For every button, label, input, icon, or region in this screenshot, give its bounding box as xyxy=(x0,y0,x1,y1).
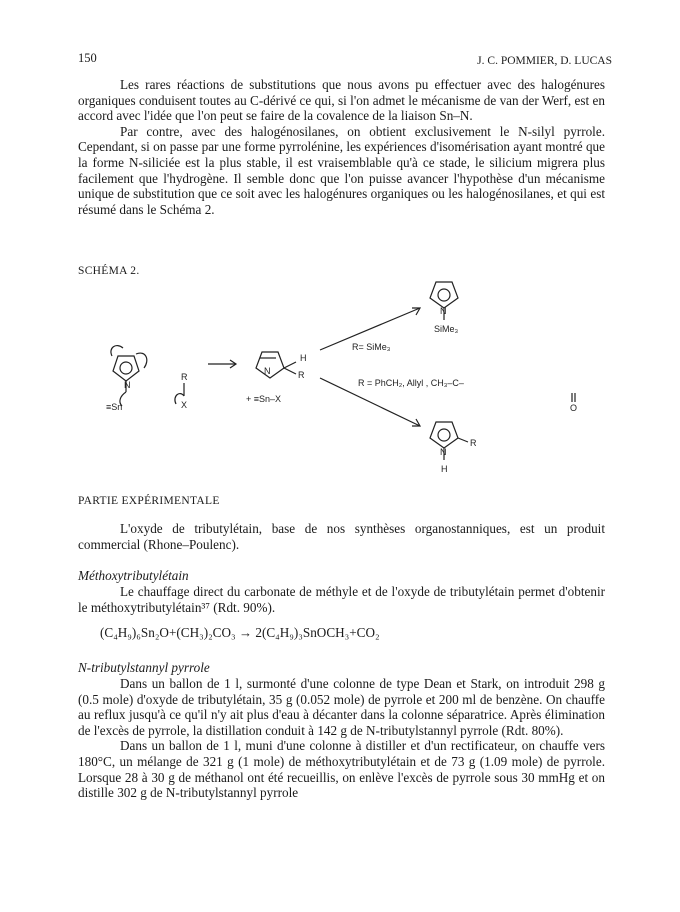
label-x: X xyxy=(181,400,188,410)
running-head: J. C. POMMIER, D. LUCAS xyxy=(477,55,612,67)
paragraph: Dans un ballon de 1 l, muni d'une colonne à distiller et d'un rectificateur, on chauffe vers 180°C, un mélange de 321 g (1 mole) de méthoxytributylétain et de 73 g (1.09 mole) de pyrrole. Lorsque 28 à 30 g de méthanol ont été recueillis, on enlève l'excès de pyrrole sous 30 mmHg et on distille 302 g de N-tributylstannyl pyrrole xyxy=(78,738,605,801)
label-n: N xyxy=(440,447,447,457)
label-n: N xyxy=(264,366,271,376)
label-sn: ≡Sn xyxy=(106,402,123,412)
paragraph: Par contre, avec des halogénosilanes, on obtient exclusivement le N-silyl pyrrole. Cependant, si on passe par une forme pyrrolénine, les expériences d'isomérisation ayant montré que la forme N-siliciée est la plus stable, il est vraisemblable qu'à ce stade, le silicium migrera plus facilement que l'hydrogène. Il semble donc que l'on puisse avancer l'hypothèse d'un mécanisme unique de substitution que ce soit avec les halogénures organiques ou les halogénosilanes, et qui est résumé dans le Schéma 2. xyxy=(78,123,605,217)
label-n: N xyxy=(440,306,447,316)
methoxy-procedure xyxy=(78,584,605,615)
experimental-intro xyxy=(78,521,605,552)
intro-text xyxy=(78,77,605,217)
page-number: 150 xyxy=(78,51,97,65)
pyrrolenine-structure xyxy=(256,352,296,378)
subsection-heading: Méthoxytributylétain xyxy=(78,568,189,583)
label-upper-condition: R= SiMe₃ xyxy=(352,342,391,352)
pyrrole-procedure xyxy=(78,676,605,801)
label-r: R xyxy=(298,370,305,380)
subsection-heading: N-tributylstannyl pyrrole xyxy=(78,660,210,675)
label-h: H xyxy=(441,464,448,474)
label-lower-condition: R = PhCH₂, Allyl , CH₃–C– xyxy=(358,378,464,388)
label-o: O xyxy=(570,403,578,413)
stannyl-pyrrole-structure xyxy=(111,346,147,406)
chemical-equation: (C₄H₉)₆Sn₂O+(CH₃)₂CO₃ → 2(C₄H₉)₃SnOCH₃+CO₂ xyxy=(100,625,380,640)
c-substituted-pyrrole-structure xyxy=(430,422,468,460)
label-byproduct: + ≡Sn–X xyxy=(246,394,282,404)
paragraph: Dans un ballon de 1 l, surmonté d'une colonne de type Dean et Stark, on introduit 298 g (0.5 mole) d'oxyde de tributylétain, 35 g (0.052 mole) de pyrrole et 200 ml de benzène. On chauffe au reflux jusqu'à ce qu'il n'y ait plus d'eau à décanter dans la colonne séparatrice. Après élimination de l'excès de pyrrole, la distillation conduit à 142 g de N-tributylstannyl pyrrole (Rdt. 80%). xyxy=(78,676,605,738)
reaction-scheme xyxy=(90,278,610,490)
label-n: N xyxy=(124,380,131,390)
label-h: H xyxy=(300,353,307,363)
paragraph: Le chauffage direct du carbonate de méthyle et de l'oxyde de tributylétain permet d'obtenir le méthoxytributylétain³⁷ (Rdt. 90%). xyxy=(78,584,605,615)
label-sime3: SiMe₃ xyxy=(434,324,459,334)
label-r: R xyxy=(470,438,477,448)
paragraph: Les rares réactions de substitutions que nous avons pu effectuer avec des halogénures organiques conduisent toutes au C-dérivé ce qui, si l'on admet le mécanisme de van der Werf, est en accord avec l'idée que l'on peut se faire de la covalence de la liaison Sn–N. xyxy=(78,77,605,124)
section-heading: PARTIE EXPÉRIMENTALE xyxy=(78,495,220,507)
paragraph: L'oxyde de tributylétain, base de nos synthèses organostanniques, est un produit commercial (Rhone–Poulenc). xyxy=(78,521,605,552)
scheme-title: SCHÉMA 2. xyxy=(78,265,140,277)
label-r: R xyxy=(181,372,188,382)
